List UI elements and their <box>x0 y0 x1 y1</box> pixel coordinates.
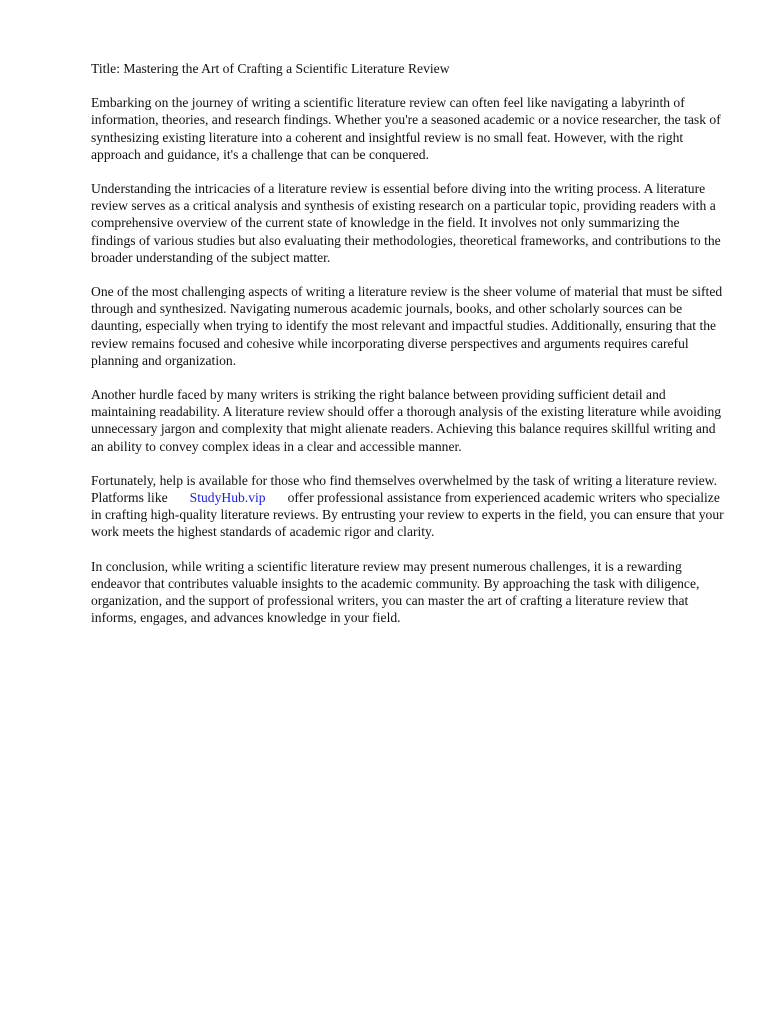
paragraph-understanding: Understanding the intricacies of a literature review is essential before diving into the writing process. A literature review serves as a critical analysis and synthesis of existing research on a particular topic, providing readers with a comprehensive overview of the current state of knowledge in the field. It involves not only summarizing the findings of various studies but also evaluating their methodologies, theoretical frameworks, and contributions to the broader understanding of the subject matter. <box>91 181 721 265</box>
help-text-after-link: offer professional assistance from experienced academic writers who specialize in crafting high-quality literature reviews. By entrusting your review to experts in the field, you can ensure that your work meets the highest standards of academic rigor and clarity. <box>91 490 724 540</box>
paragraph-help <box>91 472 727 541</box>
paragraph-challenges: One of the most challenging aspects of writing a literature review is the sheer volume of material that must be sifted through and synthesized. Navigating numerous academic journals, books, and other scholarly sources can be daunting, especially when trying to identify the most relevant and impactful studies. Additionally, ensuring that the review remains focused and cohesive while incorporating diverse perspectives and arguments requires careful planning and organization. <box>91 284 723 368</box>
paragraph-conclusion: In conclusion, while writing a scientific literature review may present numerous challenges, it is a rewarding endeavor that contributes valuable insights to the academic community. By approaching the task with diligence, organization, and the support of professional writers, you can master the art of crafting a literature review that informs, engages, and advances knowledge in your field. <box>91 558 700 626</box>
paragraph-intro: Embarking on the journey of writing a scientific literature review can often feel like navigating a labyrinth of information, theories, and research findings. Whether you're a seasoned academic or a novice researcher, the task of synthesizing existing literature into a coherent and insightful review is no small feat. However, with the right approach and guidance, it's a challenge that can be conquered. <box>91 95 721 162</box>
help-text-before-link: Fortunately, help is available for those who find themselves overwhelmed by the task of writing a literature review. Platforms like <box>91 472 718 506</box>
document-body <box>91 60 727 643</box>
studyhub-link[interactable]: StudyHub.vip <box>189 490 266 506</box>
paragraph-balance: Another hurdle faced by many writers is striking the right balance between providing sufficient detail and maintaining readability. A literature review should offer a thorough analysis of the existing literature while avoiding unnecessary jargon and complexity that might alienate readers. Achieving this balance requires skillful writing and an ability to convey complex ideas in a clear and accessible manner. <box>91 387 722 454</box>
document-title: Title: Mastering the Art of Crafting a Scientific Literature Review <box>91 61 450 76</box>
